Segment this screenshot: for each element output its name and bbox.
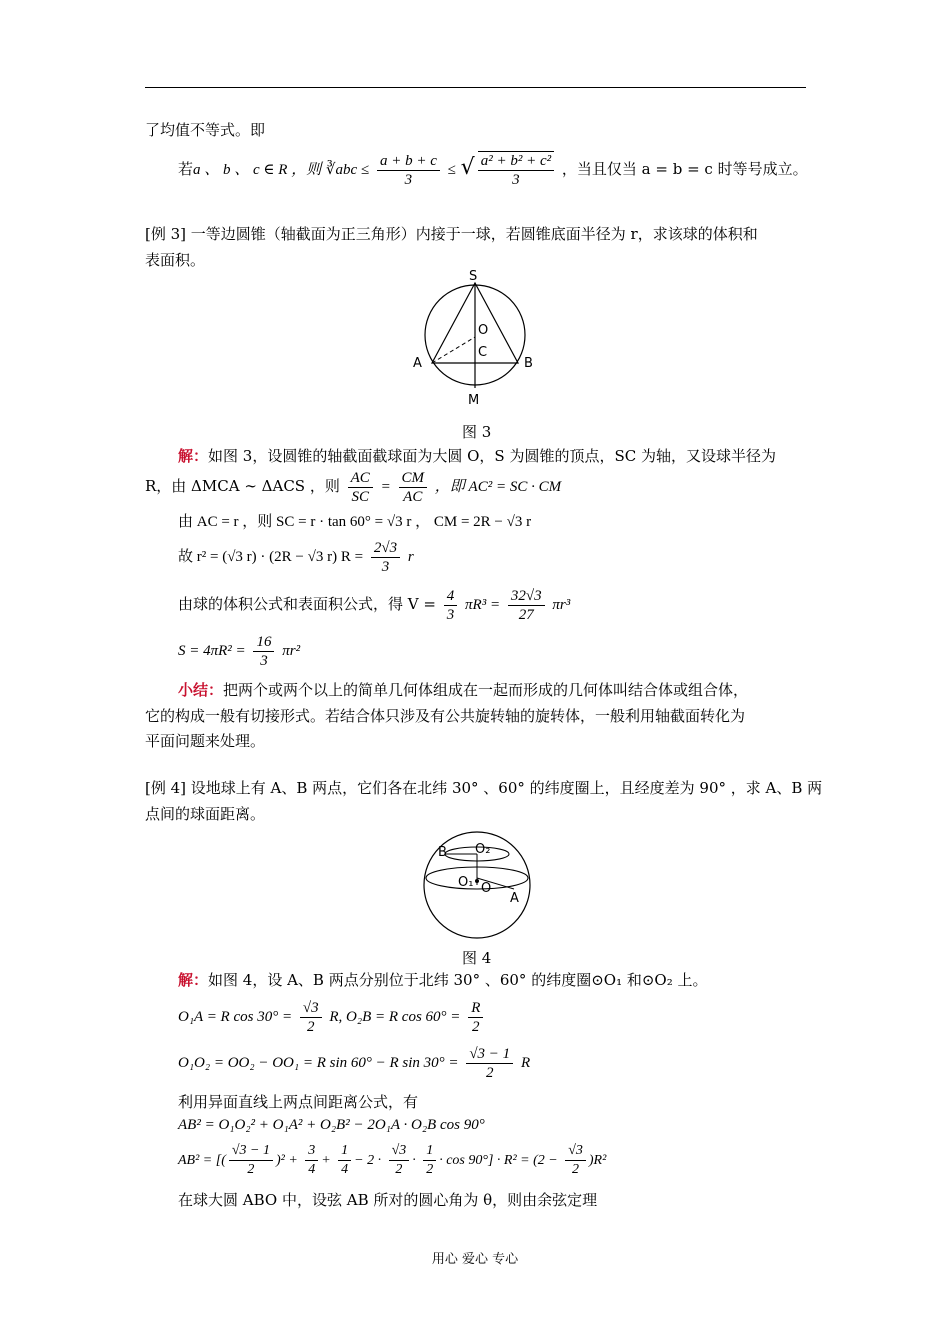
sol-text: AB² = [( bbox=[178, 1153, 226, 1168]
label-o: O bbox=[481, 881, 492, 896]
ex3-sol-line2 bbox=[145, 466, 561, 507]
figure-3 bbox=[405, 266, 545, 411]
frac-den: 2 bbox=[426, 1161, 434, 1177]
frac-sqrt3-2 bbox=[300, 999, 322, 1036]
ex3-sol-line3: 由 AC = r ，则 SC = r · tan 60° = √3 r ， CM = 2R − √3 r bbox=[178, 514, 532, 530]
frac-r-2 bbox=[468, 999, 483, 1036]
frac-num: a + b + c bbox=[377, 152, 440, 171]
sol-text: 如图 4，设 A、B 两点分别位于北纬 30° 、60° 的纬度圈⊙O₁ 和⊙O₂ 上。 bbox=[208, 971, 708, 989]
frac-den: 3 bbox=[404, 171, 413, 188]
intro-suffix: ，当且仅当 a = b = c 时等号成立。 bbox=[561, 160, 808, 178]
frac-num: CM bbox=[399, 469, 428, 488]
figure-4-caption: 图 4 bbox=[462, 949, 492, 967]
frac-den: AC bbox=[403, 488, 423, 505]
label-b: B bbox=[438, 845, 447, 860]
ex4-sol-line4: 利用异面直线上两点间距离公式，有 bbox=[178, 1093, 419, 1111]
ex4-sol-line2 bbox=[178, 996, 486, 1037]
label-o2: O₂ bbox=[475, 842, 491, 857]
page-footer: 用心 爱心 专心 bbox=[431, 1252, 519, 1267]
frac-den: 4 bbox=[341, 1161, 349, 1177]
sol-text: S = 4πR² = bbox=[178, 643, 246, 659]
ex4-sol-line3 bbox=[178, 1042, 530, 1083]
sol-text: R，由 ΔMCA ∼ ΔACS ，则 bbox=[145, 477, 340, 495]
frac-num: √3 − 1 bbox=[229, 1142, 273, 1161]
frac-num: a² + b² + c² bbox=[478, 152, 554, 171]
solution-label: 解： bbox=[178, 971, 209, 989]
label-b: B bbox=[524, 356, 533, 371]
intro-cuberoot: ∛abc ≤ bbox=[325, 162, 370, 178]
label-o1: O₁ bbox=[458, 875, 474, 890]
sol-text: + bbox=[321, 1153, 331, 1168]
frac-num: 1 bbox=[423, 1142, 436, 1161]
sol-text: 如图 3，设圆锥的轴截面截球面为大圆 O，S 为圆锥的顶点，SC 为轴，又设球半径为 bbox=[208, 447, 776, 465]
frac-den: 2 bbox=[572, 1161, 580, 1177]
sol-text: O₁O₂ = OO₂ − OO₁ = R sin 60° − R sin 30° = bbox=[178, 1055, 459, 1071]
intro-prefix: 若 bbox=[178, 160, 194, 178]
sol-text: O₁A = R cos 30° = bbox=[178, 1009, 293, 1025]
ex3-sol-line4 bbox=[178, 536, 414, 577]
sol-text: R, O₂B = R cos 60° = bbox=[329, 1009, 461, 1025]
intro-line2: 若a 、 b 、 c ∈ R ，则 ∛abc ≤ $\frac{a + b + c}{3}$ ≤ √ $\frac{\text{a² + b² + c²}}{3}$ ，当且仅当 a = b = c 时等号成立。 bbox=[178, 152, 808, 188]
frac-den: 3 bbox=[381, 558, 390, 575]
frac-num: R bbox=[468, 999, 483, 1018]
frac-sqrt3m1-2 bbox=[466, 1045, 513, 1082]
label-s: S bbox=[469, 269, 478, 284]
frac-den: 2 bbox=[486, 1064, 494, 1081]
frac-den: 4 bbox=[308, 1161, 316, 1177]
ex3-sol-line5 bbox=[178, 584, 570, 625]
intro-sqrt-frac bbox=[478, 151, 554, 189]
example3-title-line1: [例 3] 一等边圆锥（轴截面为正三角形）内接于一球，若圆锥底面半径为 r，求该球的体积和 bbox=[145, 225, 758, 243]
example3-title-line2: 表面积。 bbox=[145, 251, 206, 269]
sol-text: − 2 · bbox=[354, 1153, 382, 1168]
example4-title-line2: 点间的球面距离。 bbox=[145, 805, 266, 823]
frac-den: 3 bbox=[512, 172, 520, 188]
intro-vars: a 、 b 、 c ∈ R ，则 bbox=[193, 162, 322, 178]
sol-text: )² + bbox=[276, 1153, 298, 1168]
ex3-sol-line1 bbox=[178, 446, 776, 466]
frac-den: 27 bbox=[518, 606, 534, 623]
example4-title-line1: [例 4] 设地球上有 A、B 两点，它们各在北纬 30° 、60° 的纬度圈上，且经度差为 90° ，求 A、B 两 bbox=[145, 779, 823, 797]
frac-num: AC bbox=[348, 469, 373, 488]
figure-3-caption: 图 3 bbox=[462, 423, 492, 441]
summary-text: 把两个或两个以上的简单几何体组成在一起而形成的几何体叫结合体或组合体， bbox=[223, 681, 749, 699]
summary-line3: 平面问题来处理。 bbox=[145, 732, 266, 750]
frac-den: 3 bbox=[446, 606, 455, 623]
frac-num: 4 bbox=[444, 587, 458, 606]
frac-num: 3 bbox=[305, 1142, 318, 1161]
eq: = bbox=[380, 479, 391, 495]
frac-num: √3 bbox=[565, 1142, 586, 1161]
intro-le: ≤ bbox=[447, 162, 456, 178]
header-rule bbox=[145, 87, 806, 88]
sol-text: )R² bbox=[588, 1153, 607, 1168]
label-c: C bbox=[478, 345, 488, 360]
ex4-sol-line6 bbox=[178, 1140, 606, 1181]
sol-text: ，即 AC² = SC · CM bbox=[434, 479, 562, 495]
frac-2sqrt3-3 bbox=[371, 539, 400, 576]
summary-line1 bbox=[178, 680, 748, 700]
frac-d bbox=[389, 1142, 410, 1179]
label-a: A bbox=[510, 891, 519, 906]
ex4-sol-line7: 在球大圆 ABO 中，设弦 AB 所对的圆心角为 θ，则由余弦定理 bbox=[178, 1191, 598, 1209]
frac-den: 2 bbox=[395, 1161, 403, 1177]
frac-b bbox=[305, 1142, 318, 1179]
intro-frac1 bbox=[377, 152, 440, 189]
sol-text: πr² bbox=[282, 643, 301, 659]
sol-text: R bbox=[520, 1055, 531, 1071]
ex4-sol-line5: AB² = O₁O₂² + O₁A² + O₂B² − 2O₁A · O₂B cos 90° bbox=[178, 1117, 485, 1133]
frac-4-3 bbox=[444, 587, 458, 624]
solution-label: 解： bbox=[178, 447, 209, 465]
ex4-sol-line1 bbox=[178, 970, 708, 990]
center-o bbox=[475, 879, 479, 883]
sol-text: · bbox=[412, 1153, 416, 1168]
frac-den: 2 bbox=[472, 1018, 480, 1035]
intro-line1: 了均值不等式。即 bbox=[145, 121, 266, 139]
figure-4 bbox=[420, 828, 535, 943]
frac-num: 1 bbox=[338, 1142, 351, 1161]
frac-den: SC bbox=[351, 488, 369, 505]
label-o: O bbox=[478, 323, 489, 338]
frac-ac-sc bbox=[348, 469, 373, 506]
sol-text: 故 r² = (√3 r) · (2R − √3 r) R = bbox=[178, 549, 364, 565]
frac-16-3 bbox=[253, 633, 274, 670]
sol-text: πr³ bbox=[552, 597, 571, 613]
sol-text: r bbox=[407, 549, 414, 565]
label-m: M bbox=[468, 393, 480, 408]
frac-num: √3 − 1 bbox=[466, 1045, 513, 1064]
frac-num: 2√3 bbox=[371, 539, 400, 558]
ex3-sol-line6 bbox=[178, 630, 300, 671]
frac-den: 3 bbox=[260, 652, 268, 669]
frac-num: 16 bbox=[253, 633, 274, 652]
frac-c bbox=[338, 1142, 351, 1179]
frac-num: √3 bbox=[389, 1142, 410, 1161]
frac-a bbox=[229, 1142, 273, 1179]
label-a: A bbox=[413, 356, 422, 371]
sol-text: 由球的体积公式和表面积公式，得 V = bbox=[178, 595, 436, 613]
summary-label: 小结： bbox=[178, 681, 224, 699]
frac-den: 2 bbox=[306, 1018, 315, 1035]
frac-num: √3 bbox=[300, 999, 322, 1018]
summary-line2: 它的构成一般有切接形式。若结合体只涉及有公共旋转轴的旋转体，一般利用轴截面转化为 bbox=[145, 707, 746, 725]
frac-cm-ac bbox=[399, 469, 428, 506]
frac-32sqrt3-27 bbox=[508, 587, 545, 624]
frac-den: 2 bbox=[247, 1161, 255, 1177]
frac-num: 32√3 bbox=[508, 587, 545, 606]
frac-e bbox=[423, 1142, 436, 1179]
sol-text: πR³ = bbox=[465, 597, 501, 613]
sol-text: · cos 90°] · R² = (2 − bbox=[439, 1153, 558, 1168]
frac-f bbox=[565, 1142, 586, 1179]
